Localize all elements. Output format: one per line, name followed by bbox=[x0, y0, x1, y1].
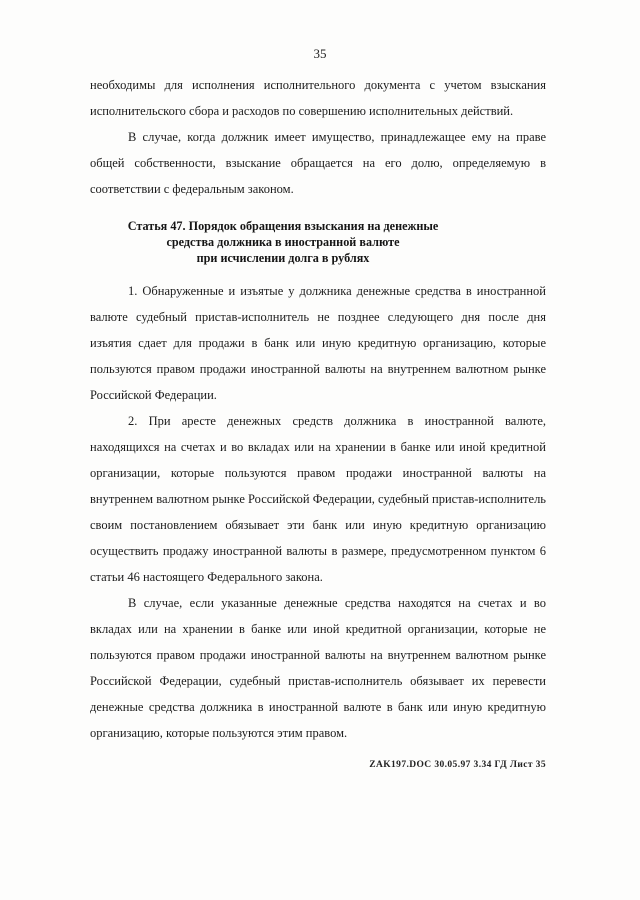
article-paragraph-1: 1. Обнаруженные и изъятые у должника денежные средства в иностранной валюте судебный пристав-исполнитель не позднее следующего дня после дня изъятия сдает для продажи в банк или иную кредитную организацию, которые пользуются правом продажи иностранной валюты на внутреннем валютном рынке Российской Федерации. bbox=[90, 284, 546, 402]
article-heading-line-1: Статья 47. Порядок обращения взыскания на денежные bbox=[127, 219, 439, 233]
paragraph: В случае, когда должник имеет имущество, принадлежащее ему на праве общей собственности, взыскание обращается на его долю, определяемую в соответствии с федеральным законом. bbox=[90, 130, 546, 196]
paragraph-continuation: необходимы для исполнения исполнительного документа с учетом взыскания исполнительского сбора и расходов по совершению исполнительных действий. bbox=[90, 78, 546, 118]
page-number: 35 bbox=[313, 46, 327, 61]
article-heading bbox=[90, 218, 546, 266]
article-heading-line-2: средства должника в иностранной валюте bbox=[166, 235, 400, 249]
article-heading-line-3: при исчислении долга в рублях bbox=[196, 251, 370, 265]
footer-reference: ZAK197.DOC 30.05.97 3.34 ГД Лист 35 bbox=[369, 760, 546, 770]
article-paragraph-3: В случае, если указанные денежные средства находятся на счетах и во вкладах или на хранении в банке или иной кредитной организации, которые не пользуются правом продажи иностранной валюты на внутреннем валютном рынке Российской Федерации, судебный пристав-исполнитель обязывает их перевести денежные средства должника в иностранной валюте в банк или иную кредитную организацию, которые пользуются этим правом. bbox=[90, 596, 546, 740]
page-content bbox=[90, 72, 546, 746]
article-paragraph-2: 2. При аресте денежных средств должника в иностранной валюте, находящихся на счетах и во вкладах или на хранении в банке или иной кредитной организации, которые пользуются правом продажи иностранной валюты на внутреннем валютном рынке Российской Федерации, судебный пристав-исполнитель своим постановлением обязывает эти банк или иную кредитную организацию осуществить продажу иностранной валюты в размере, предусмотренном пунктом 6 статьи 46 настоящего Федерального закона. bbox=[90, 414, 547, 584]
